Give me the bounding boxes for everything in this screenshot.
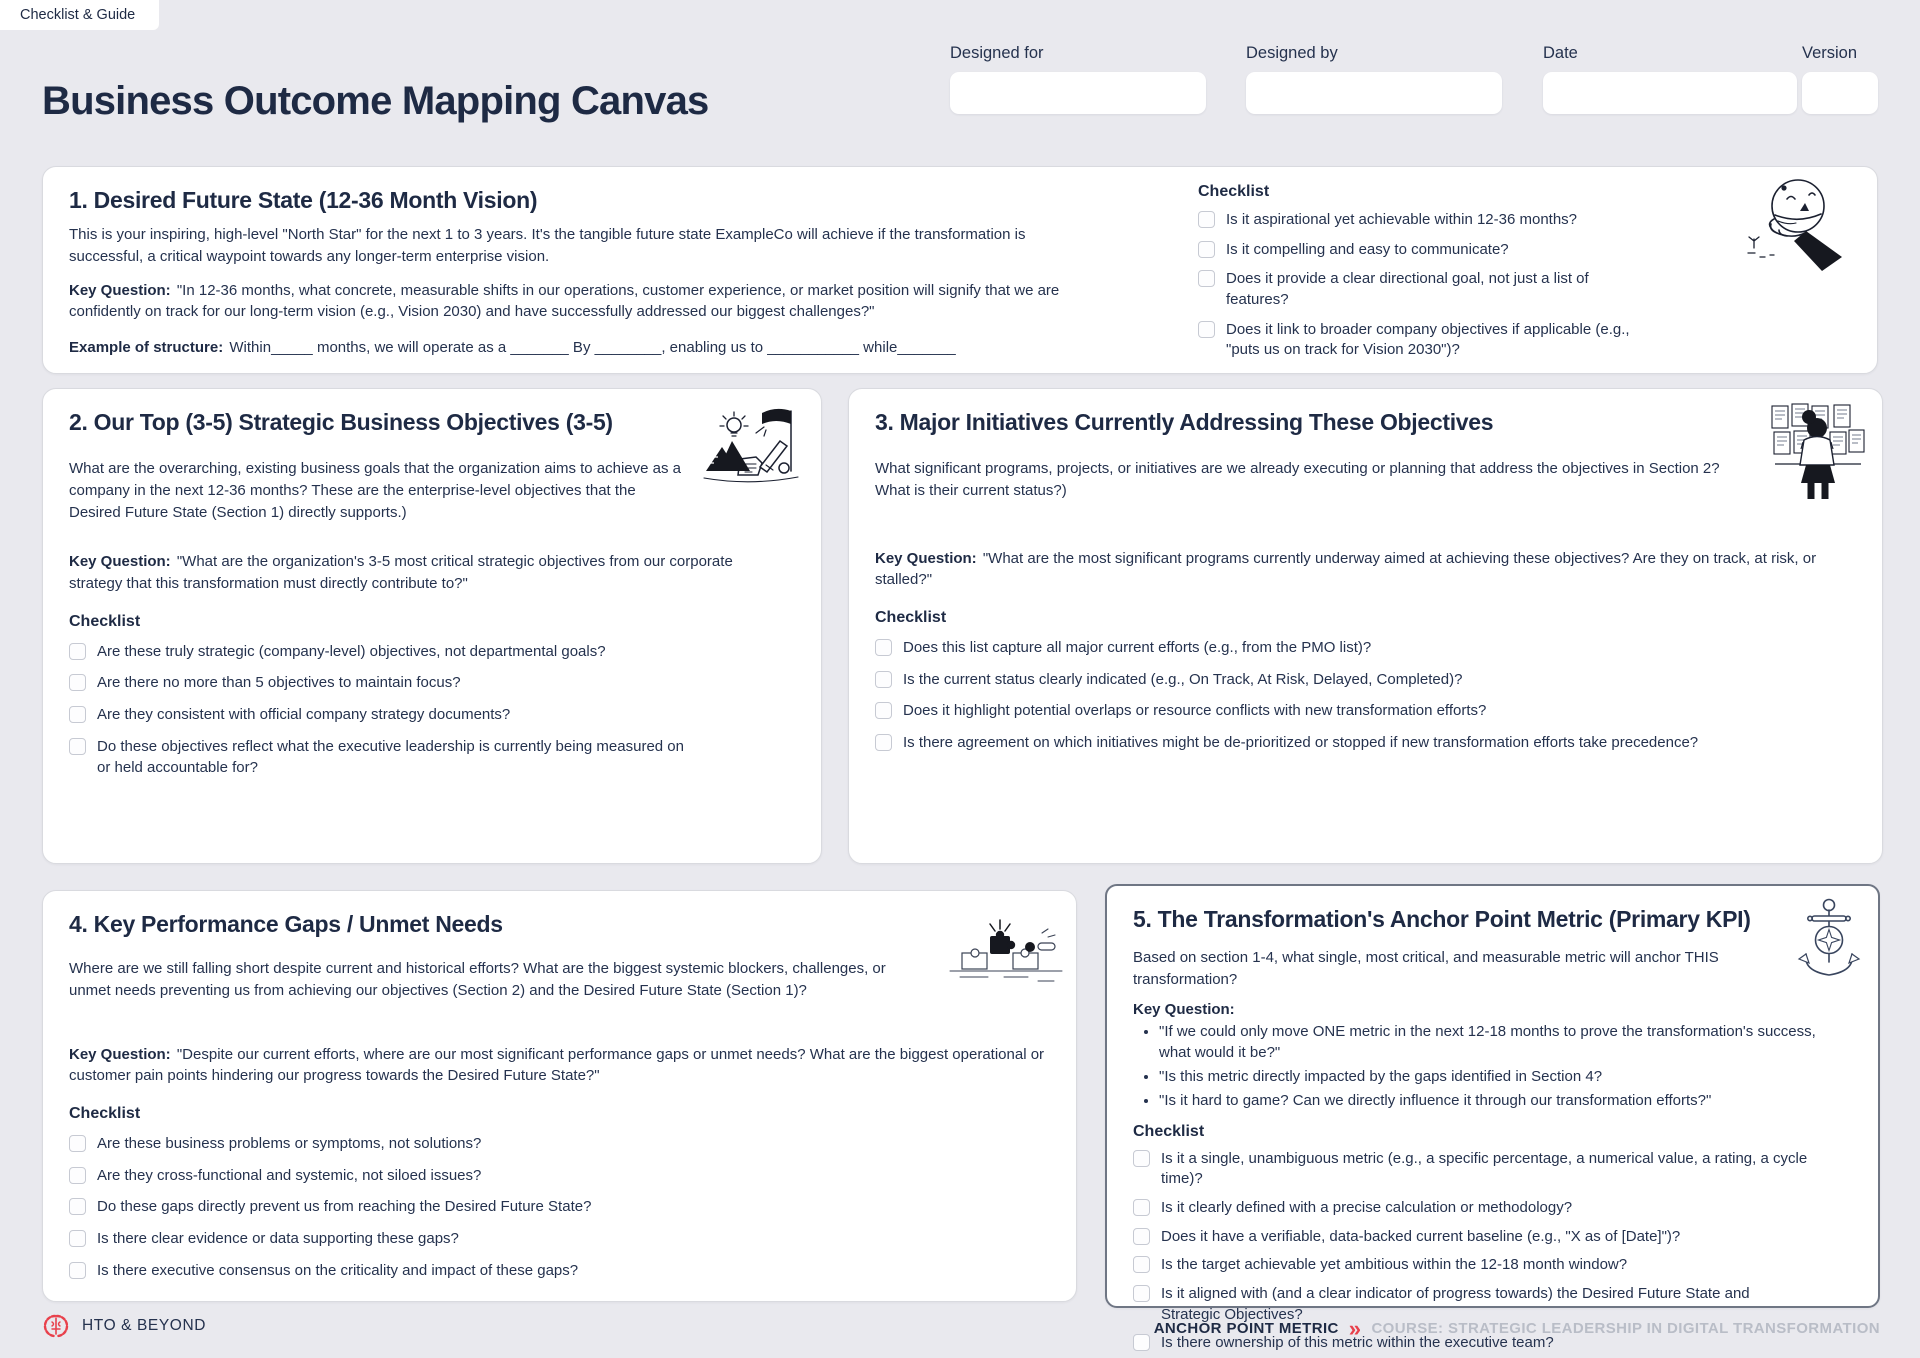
- field-designed-by: [1246, 44, 1502, 114]
- checklist-heading: Checklist: [69, 612, 141, 630]
- checklist-item: Is the current status clearly indicated (e.g., On Track, At Risk, Delayed, Completed)?: [875, 670, 1856, 691]
- field-designed-for: [950, 44, 1206, 114]
- checklist-item: Is it clearly defined with a precise calculation or methodology?: [1133, 1198, 1852, 1219]
- crystal-ball-icon: [1738, 175, 1853, 271]
- checkbox[interactable]: [1133, 1199, 1150, 1216]
- checklist-item: Does it provide a clear directional goal, not just a list of features?: [1198, 269, 1653, 310]
- section-3-title: 3. Major Initiatives Currently Addressing These Objectives: [875, 409, 1494, 435]
- section-2-card: [42, 388, 822, 864]
- brand-name: HTO & BEYOND: [82, 1317, 207, 1334]
- key-question-label: Key Question:: [69, 553, 171, 571]
- anchor-point-metric-label: ANCHOR POINT METRIC: [1153, 1320, 1339, 1337]
- checkbox[interactable]: [1133, 1228, 1150, 1245]
- checklist-item: Is the target achievable yet ambitious within the 12-18 month window?: [1133, 1255, 1852, 1276]
- checklist-item: Are they consistent with official company strategy documents?: [69, 705, 795, 726]
- section-1-key-question: [69, 280, 1117, 324]
- key-question-label: Key Question:: [69, 281, 171, 299]
- course-label: COURSE: STRATEGIC LEADERSHIP IN DIGITAL TRANSFORMATION: [1371, 1320, 1880, 1337]
- tab-checklist-guide[interactable]: [0, 0, 159, 30]
- version-input[interactable]: [1802, 72, 1878, 114]
- page-title: Business Outcome Mapping Canvas: [42, 78, 709, 123]
- key-question-label: Key Question:: [875, 549, 977, 567]
- section-4-title: 4. Key Performance Gaps / Unmet Needs: [69, 911, 503, 937]
- checkbox[interactable]: [69, 706, 86, 723]
- checkbox[interactable]: [1133, 1285, 1150, 1302]
- checkbox[interactable]: [875, 639, 892, 656]
- checklist-heading: Checklist: [69, 1105, 141, 1122]
- checkbox[interactable]: [1133, 1334, 1150, 1351]
- checkbox[interactable]: [69, 1198, 86, 1215]
- field-version: [1802, 44, 1878, 114]
- key-question-bullet: • "Is it hard to game? Can we directly influence it through our transformation efforts?": [1159, 1090, 1821, 1111]
- key-question-bullet: • "Is this metric directly impacted by the gaps identified in Section 4?: [1159, 1066, 1821, 1087]
- checkbox[interactable]: [69, 1262, 86, 1279]
- section-5-key-question-label: Key Question:: [1133, 1000, 1235, 1018]
- checklist-item: Is it aligned with (and a clear indicator of progress towards) the Desired Future State and Strategic Objectives?: [1133, 1284, 1852, 1325]
- checkbox[interactable]: [69, 738, 86, 755]
- footer-brand: [42, 1312, 206, 1340]
- checkbox[interactable]: [69, 1167, 86, 1184]
- checkbox[interactable]: [69, 674, 86, 691]
- checklist-item: Are they cross-functional and systemic, not siloed issues?: [69, 1166, 1050, 1187]
- key-question-text: "In 12-36 months, what concrete, measurable shifts in our operations, customer experience, or market position will signify that we are confidently on track for our long-term vision (e.g., Vision 2030) and have successfully addressed our biggest challenges?": [69, 281, 1060, 321]
- checklist-item: Is there clear evidence or data supporting these gaps?: [69, 1229, 1050, 1250]
- checkbox[interactable]: [69, 1135, 86, 1152]
- tab-label: Checklist & Guide: [20, 7, 136, 23]
- section-3-description: What significant programs, projects, or initiatives are we already executing or planning that address the objectives in Section 2? What is their current status?): [875, 460, 1720, 499]
- checklist-item: Does it highlight potential overlaps or resource conflicts with new transformation efforts?: [875, 701, 1856, 722]
- checklist-item: Does this list capture all major current efforts (e.g., from the PMO list)?: [875, 638, 1856, 659]
- designed-by-input[interactable]: [1246, 72, 1502, 114]
- key-question-bullet: • "If we could only move ONE metric in the next 12-18 months to prove the transformation's success, what would it be?": [1159, 1021, 1821, 1063]
- section-2-description: What are the overarching, existing business goals that the organization aims to achieve as a company in the next 12-36 months? These are the enterprise-level objectives that the Desired Future State (Section 1) directly supports.): [69, 460, 682, 521]
- field-date: [1543, 44, 1797, 114]
- checklist-item: Is there executive consensus on the criticality and impact of these gaps?: [69, 1261, 1050, 1282]
- date-label: Date: [1543, 44, 1578, 62]
- key-question-label: Key Question:: [69, 1045, 171, 1063]
- checklist-item: Are these business problems or symptoms, not solutions?: [69, 1134, 1050, 1155]
- checklist-item: Do these gaps directly prevent us from reaching the Desired Future State?: [69, 1197, 1050, 1218]
- section-5-title: 5. The Transformation's Anchor Point Metric (Primary KPI): [1133, 906, 1751, 932]
- checkbox[interactable]: [875, 702, 892, 719]
- version-label: Version: [1802, 44, 1858, 62]
- section-1-checklist: [1198, 183, 1653, 361]
- checkbox[interactable]: [69, 643, 86, 660]
- section-3-card: [848, 388, 1883, 864]
- designed-for-label: Designed for: [950, 44, 1044, 62]
- checklist-item: Is there agreement on which initiatives might be de-prioritized or stopped if new transformation efforts take precedence?: [875, 733, 1856, 754]
- section-5-key-question-bullets: [1133, 1021, 1852, 1111]
- checklist-item: Is it aspirational yet achievable within 12-36 months?: [1198, 210, 1653, 231]
- puzzle-pieces-icon: [946, 913, 1068, 991]
- checklist-heading: Checklist: [1198, 183, 1270, 200]
- checkbox[interactable]: [1198, 270, 1215, 287]
- checklist-item: Is there ownership of this metric within the executive team?: [1133, 1333, 1852, 1354]
- footer-tags: [1153, 1315, 1880, 1341]
- checklist-item: Are there no more than 5 objectives to maintain focus?: [69, 673, 795, 694]
- checkbox[interactable]: [875, 734, 892, 751]
- checkbox[interactable]: [875, 671, 892, 688]
- double-chevron-icon: »: [1348, 1315, 1362, 1341]
- key-question-text: "What are the organization's 3-5 most critical strategic objectives from our corporate strategy that this transformation must directly contribute to?": [69, 553, 733, 592]
- checkbox[interactable]: [69, 1230, 86, 1247]
- checkbox[interactable]: [1133, 1150, 1150, 1167]
- checkbox[interactable]: [1133, 1256, 1150, 1273]
- key-question-text: "What are the most significant programs currently underway aimed at achieving these objectives? Are they on track, at risk, or stalled?": [875, 549, 1817, 589]
- section-1-title: 1. Desired Future State (12-36 Month Vision): [69, 187, 538, 213]
- mountain-flag-icon: [698, 405, 803, 491]
- checkbox[interactable]: [1198, 321, 1215, 338]
- designed-for-input[interactable]: [950, 72, 1206, 114]
- person-notes-wall-icon: [1770, 401, 1866, 511]
- section-2-key-question: [69, 551, 763, 595]
- checklist-item: Are these truly strategic (company-level) objectives, not departmental goals?: [69, 642, 795, 663]
- anchor-compass-icon: [1796, 896, 1862, 984]
- checklist-item: Do these objectives reflect what the executive leadership is currently being measured on or held accountable for?: [69, 737, 795, 778]
- hto-brain-logo-icon: [42, 1312, 70, 1340]
- date-input[interactable]: [1543, 72, 1797, 114]
- checklist-item: Does it link to broader company objectives if applicable (e.g., "puts us on track for Vision 2030")?: [1198, 320, 1653, 361]
- checklist-item: Is it a single, unambiguous metric (e.g., a specific percentage, a numerical value, a rating, a cycle time)?: [1133, 1149, 1852, 1190]
- section-5-description: Based on section 1-4, what single, most critical, and measurable metric will anchor THIS transformation?: [1133, 949, 1719, 988]
- section-3-key-question: [875, 548, 1841, 592]
- section-4-card: [42, 890, 1077, 1302]
- key-question-text: "Despite our current efforts, where are our most significant performance gaps or unmet needs? What are the biggest operational or customer pain points hindering our progress towards the Desired Future State?": [69, 1045, 1045, 1085]
- section-4-description: Where are we still falling short despite current and historical efforts? What are the biggest systemic blockers, challenges, or unmet needs preventing us from achieving our objectives (Section 2) and the Desired Future State (Section 1)?: [69, 960, 886, 999]
- checkbox[interactable]: [1198, 211, 1215, 228]
- example-label: Example of structure:: [69, 339, 224, 356]
- section-1-description: This is your inspiring, high-level "North Star" for the next 1 to 3 years. It's the tangible future state ExampleCo will achieve if the transformation is successful, a critical waypoint towards any longer-term enterprise vision.: [69, 226, 1026, 265]
- example-text: Within_____ months, we will operate as a _______ By ________, enabling us to ___________ while_______: [229, 339, 956, 356]
- section-2-title: 2. Our Top (3-5) Strategic Business Objectives (3-5): [69, 409, 613, 435]
- checklist-heading: Checklist: [875, 609, 947, 626]
- checklist-item: Does it have a verifiable, data-backed current baseline (e.g., "X as of [Date]")?: [1133, 1227, 1852, 1248]
- checklist-heading: Checklist: [1133, 1122, 1205, 1140]
- checkbox[interactable]: [1198, 241, 1215, 258]
- designed-by-label: Designed by: [1246, 44, 1338, 62]
- section-4-key-question: [69, 1044, 1050, 1088]
- section-1-card: [42, 166, 1878, 374]
- checklist-item: Is it compelling and easy to communicate?: [1198, 240, 1653, 261]
